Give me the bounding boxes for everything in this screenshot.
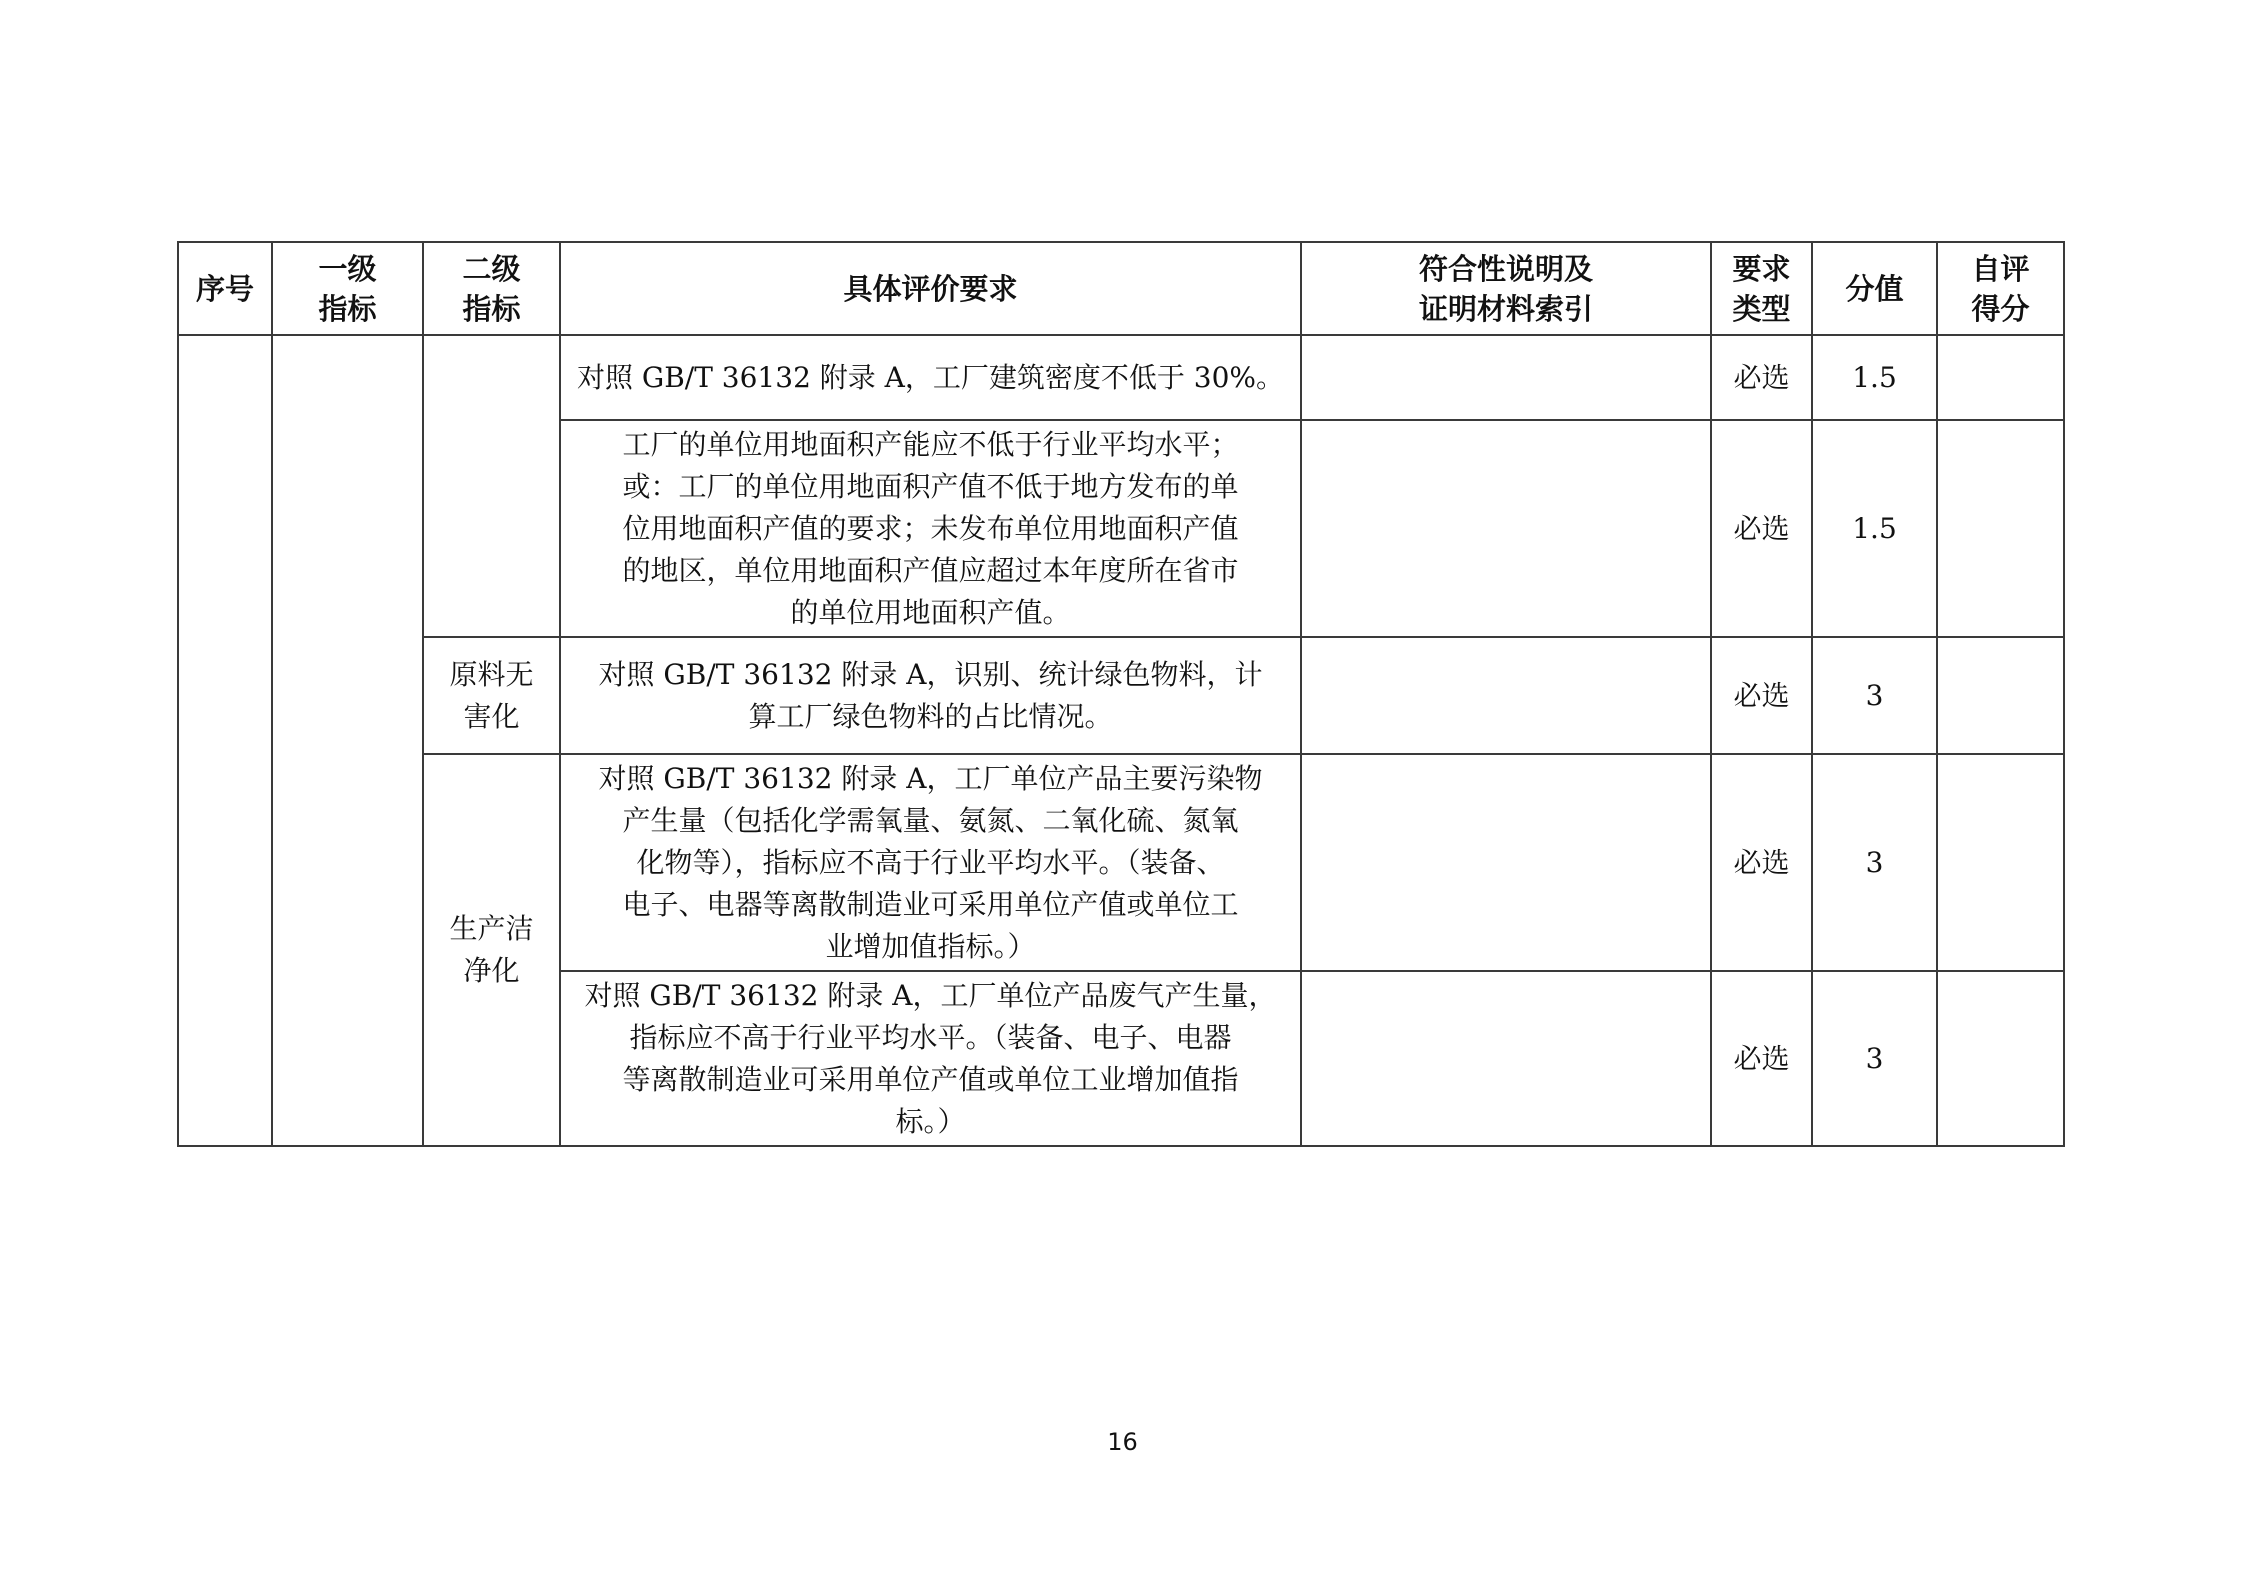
score-cell: 3 xyxy=(1812,754,1937,971)
score-cell: 1.5 xyxy=(1812,335,1937,420)
evidence-cell[interactable] xyxy=(1301,335,1711,420)
header-level2: 二级 指标 xyxy=(423,242,560,335)
level2-cell-raw-material: 原料无 害化 xyxy=(423,637,560,754)
header-index: 序号 xyxy=(178,242,272,335)
requirement-cell: 对照 GB/T 36132 附录 A，识别、统计绿色物料，计 算工厂绿色物料的占比情况。 xyxy=(560,637,1301,754)
type-cell: 必选 xyxy=(1711,637,1812,754)
level2-cell xyxy=(423,335,560,637)
self-score-cell[interactable] xyxy=(1937,637,2064,754)
header-type: 要求 类型 xyxy=(1711,242,1812,335)
header-self-score: 自评 得分 xyxy=(1937,242,2064,335)
self-score-cell[interactable] xyxy=(1937,971,2064,1146)
evaluation-table xyxy=(177,241,2065,1147)
level1-cell xyxy=(272,335,423,1146)
requirement-cell: 对照 GB/T 36132 附录 A，工厂单位产品主要污染物 产生量（包括化学需氧量、氨氮、二氧化硫、氮氧 化物等），指标应不高于行业平均水平。（装备、 电子、电器等离散制造业可采用单位产值或单位工 业增加值指标。） xyxy=(560,754,1301,971)
header-evidence: 符合性说明及 证明材料索引 xyxy=(1301,242,1711,335)
score-cell: 1.5 xyxy=(1812,420,1937,637)
type-cell: 必选 xyxy=(1711,971,1812,1146)
index-cell xyxy=(178,335,272,1146)
header-requirement: 具体评价要求 xyxy=(560,242,1301,335)
requirement-cell: 对照 GB/T 36132 附录 A，工厂单位产品废气产生量， 指标应不高于行业平均水平。（装备、电子、电器 等离散制造业可采用单位产值或单位工业增加值指 标。） xyxy=(560,971,1301,1146)
evidence-cell[interactable] xyxy=(1301,637,1711,754)
level2-cell-production-clean: 生产洁 净化 xyxy=(423,754,560,1146)
header-score: 分值 xyxy=(1812,242,1937,335)
table-row xyxy=(178,637,2064,754)
type-cell: 必选 xyxy=(1711,335,1812,420)
score-cell: 3 xyxy=(1812,971,1937,1146)
evidence-cell[interactable] xyxy=(1301,971,1711,1146)
table-header-row xyxy=(178,242,2064,335)
requirement-cell: 工厂的单位用地面积产能应不低于行业平均水平； 或：工厂的单位用地面积产值不低于地方发布的单 位用地面积产值的要求；未发布单位用地面积产值 的地区，单位用地面积产值应超过本年度所在省市 的单位用地面积产值。 xyxy=(560,420,1301,637)
type-cell: 必选 xyxy=(1711,420,1812,637)
requirement-cell: 对照 GB/T 36132 附录 A，工厂建筑密度不低于 30%。 xyxy=(560,335,1301,420)
evidence-cell[interactable] xyxy=(1301,420,1711,637)
header-level1: 一级 指标 xyxy=(272,242,423,335)
self-score-cell[interactable] xyxy=(1937,335,2064,420)
type-cell: 必选 xyxy=(1711,754,1812,971)
self-score-cell[interactable] xyxy=(1937,420,2064,637)
self-score-cell[interactable] xyxy=(1937,754,2064,971)
evidence-cell[interactable] xyxy=(1301,754,1711,971)
table-row xyxy=(178,335,2064,420)
score-cell: 3 xyxy=(1812,637,1937,754)
page-number: 16 xyxy=(1107,1428,1138,1456)
table-row xyxy=(178,754,2064,971)
